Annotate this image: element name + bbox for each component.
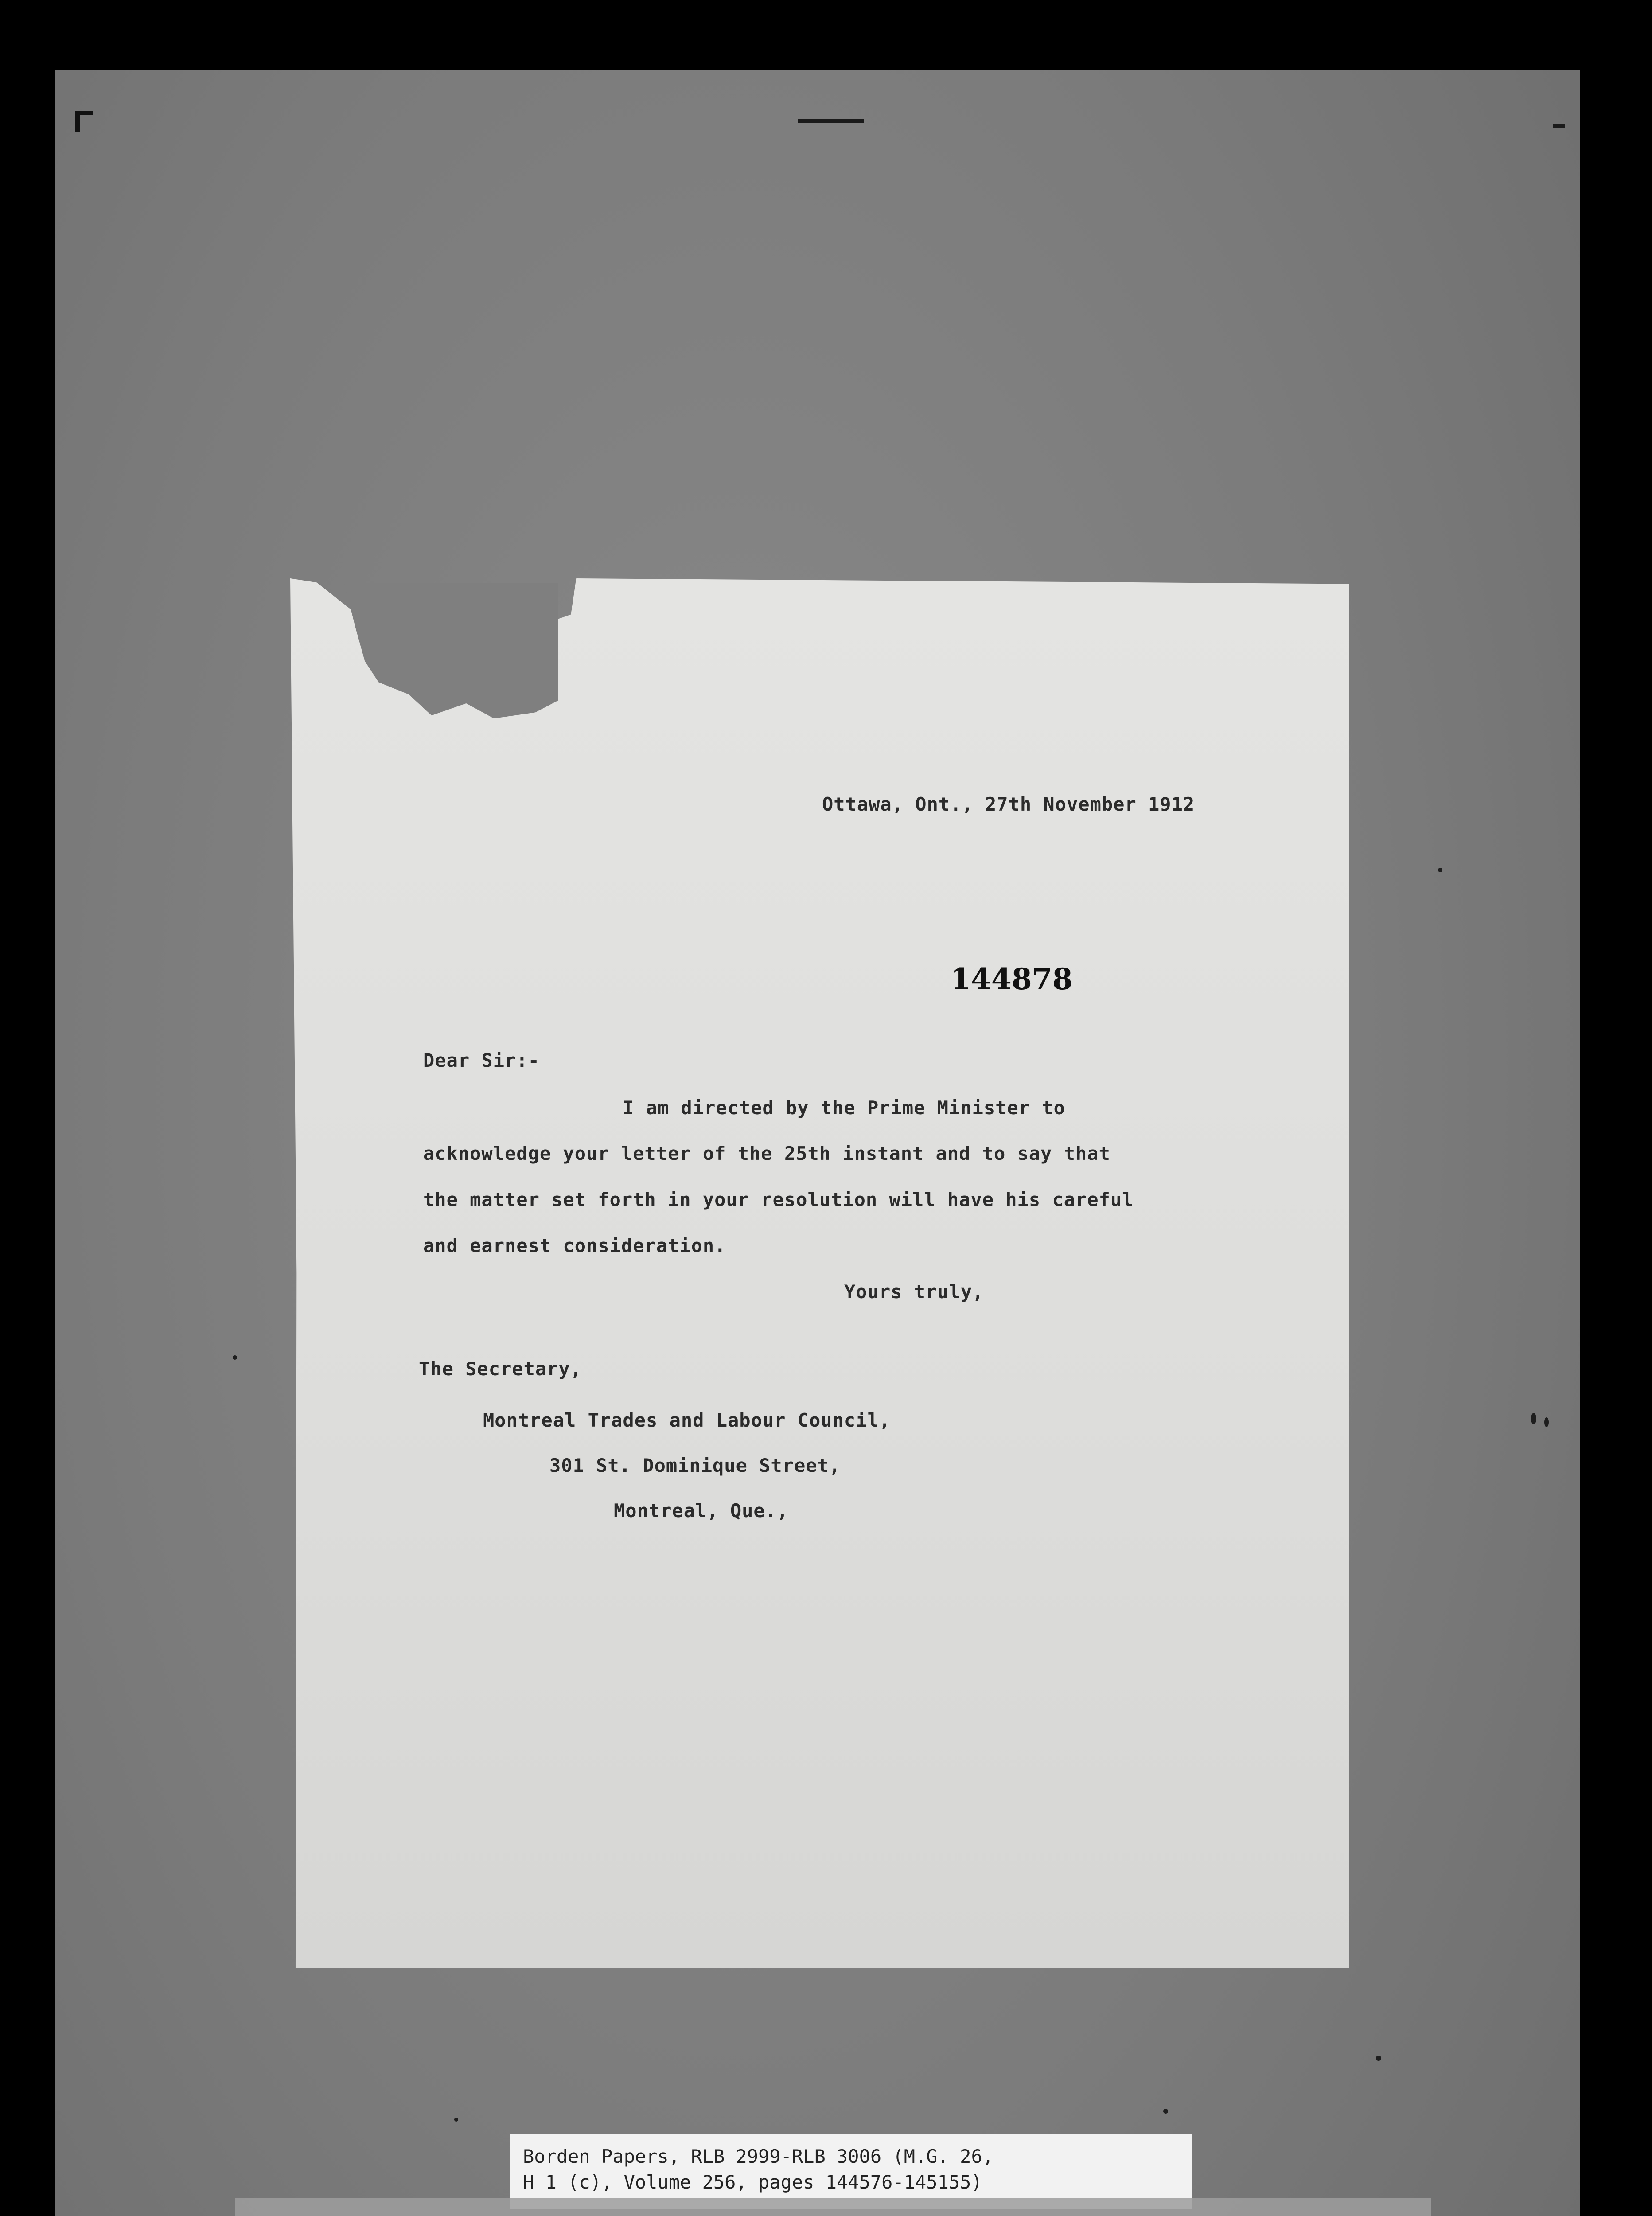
salutation: Dear Sir:- (423, 1049, 540, 1071)
film-speck (454, 2118, 458, 2122)
citation-line: H 1 (c), Volume 256, pages 144576-145155) (523, 2171, 982, 2193)
body-line: acknowledge your letter of the 25th instant and to say that (423, 1143, 1110, 1164)
frame-mark (798, 119, 864, 123)
film-speck (1438, 868, 1442, 872)
film-speck (1163, 2109, 1168, 2114)
address-line: The Secretary, (419, 1358, 582, 1380)
address-line: Montreal Trades and Labour Council, (483, 1409, 891, 1431)
dateline: Ottawa, Ont., 27th November 1912 (822, 793, 1195, 815)
film-speck (1376, 2056, 1381, 2061)
film-speck (233, 1355, 237, 1360)
body-line: the matter set forth in your resolution will have his careful (423, 1189, 1134, 1210)
citation-line: Borden Papers, RLB 2999-RLB 3006 (M.G. 26, (523, 2146, 994, 2167)
frame-mark (1553, 124, 1565, 128)
document-number: 144878 (951, 962, 1073, 996)
film-speck (1544, 1417, 1549, 1427)
closing: Yours truly, (844, 1281, 984, 1303)
film-speck (1531, 1413, 1536, 1424)
address-line: Montreal, Que., (614, 1500, 789, 1522)
body-line: I am directed by the Prime Minister to (623, 1097, 1065, 1119)
address-line: 301 St. Dominique Street, (549, 1455, 841, 1476)
body-line: and earnest consideration. (423, 1235, 726, 1256)
tape-strip (235, 2198, 1431, 2216)
crop-mark (75, 111, 93, 132)
letter-page (290, 578, 1349, 1968)
